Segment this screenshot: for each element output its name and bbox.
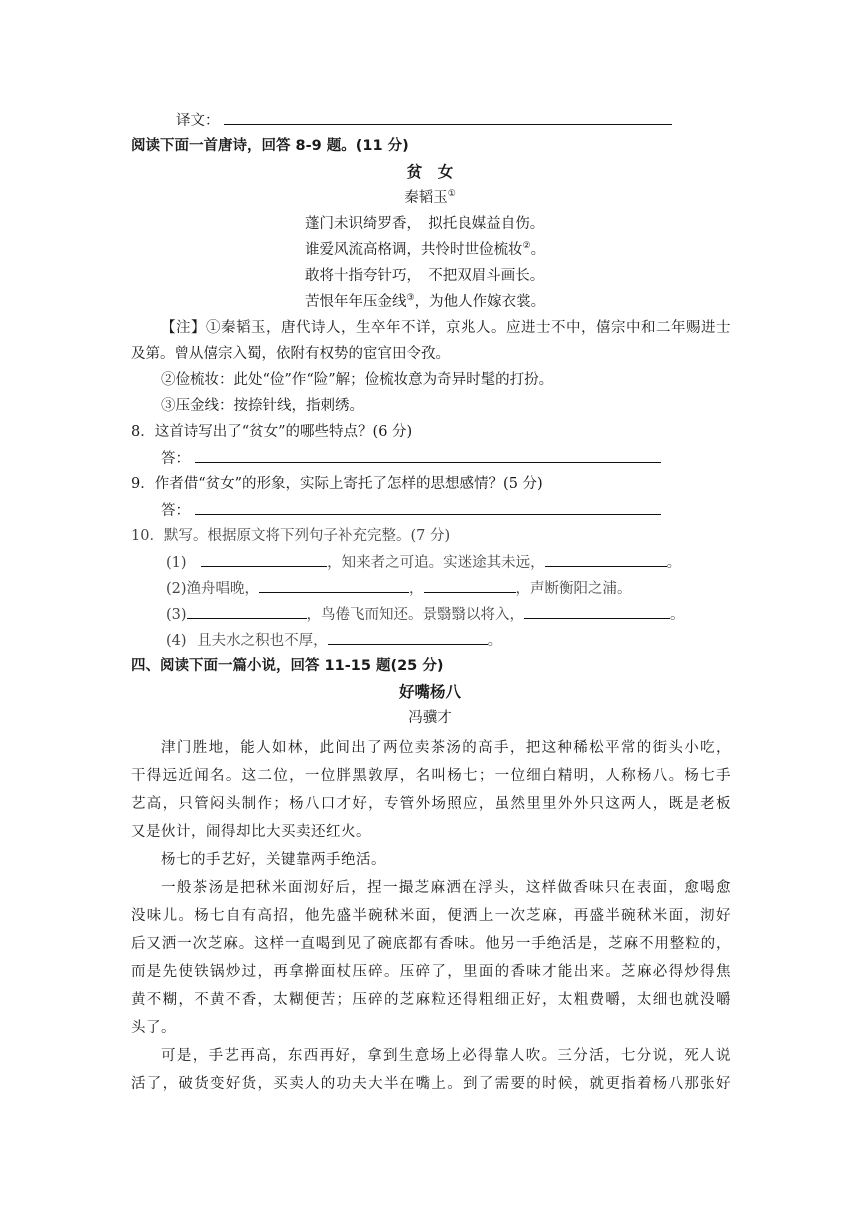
story-title: 好嘴杨八 (398, 683, 461, 701)
story-p1-line-1: 津门胜地，能人如林，此间出了两位卖茶汤的高手，把这种稀松平常的街头小吃， (161, 740, 731, 756)
story-p2: 杨七的手艺好，关键靠两手绝活。 (161, 852, 386, 868)
story-p4-line-1: 可是，手艺再高，东西再好，拿到生意场上必得靠人吹。三分活，七分说，死人说 (161, 1048, 731, 1064)
poem-line-4 (305, 292, 545, 312)
poem-line-1: 蓬门未识绮罗香， 拟托良媒益自伤。 (305, 216, 545, 232)
question-10-item-2 (166, 578, 632, 599)
poem-author-note-mark: ① (447, 189, 456, 200)
story-p3-line-2: 没味儿。杨七自有高招，他先盛半碗秫米面，便洒上一次芝麻，再盛半碗秫米面，沏好 (131, 908, 731, 924)
story-p3-line-5: 黄不糊，不黄不香，太糊便苦；压碎的芝麻粒还得粗细正好，太粗费嚼，太细也就没嚼 (131, 992, 731, 1008)
story-author: 冯骥才 (408, 710, 452, 726)
question-8-answer (161, 448, 661, 469)
question-10-item-4 (166, 630, 502, 651)
question-9-answer-blank[interactable] (195, 500, 661, 515)
question-8-text: 这首诗写出了“贫女”的哪些特点？(6 分) (154, 424, 413, 440)
poem-line-2-mark: ② (522, 241, 531, 252)
poem-section-intro: 阅读下面一首唐诗，回答 8-9 题。(11 分) (131, 138, 409, 154)
poem-line-2 (305, 240, 545, 260)
poem-title: 贫 女 (406, 163, 454, 181)
question-9 (131, 474, 543, 494)
q10-item-1-num: (1) (166, 555, 187, 571)
story-p4-line-2: 活了，破货变好货，买卖人的功夫大半在嘴上。到了需要的时候，就更指着杨八那张好 (131, 1076, 731, 1092)
poem-author-name: 秦韬玉 (404, 190, 448, 206)
q10-item-2-comma: ， (409, 581, 424, 597)
q10-item-4-text: 且夫水之积也不厚， (197, 633, 328, 649)
poem-line-3: 敢将十指夸针巧， 不把双眉斗画长。 (305, 268, 545, 284)
poem-note-3: ③压金线：按捺针线，指刺绣。 (161, 398, 364, 414)
q10-item-1-blank-2[interactable] (545, 552, 667, 567)
q10-item-1-text: ，知来者之可追。实迷途其未远， (327, 555, 545, 571)
story-section-heading: 四、阅读下面一篇小说，回答 11-15 题(25 分) (131, 658, 444, 674)
q10-item-4-num: (4) (166, 633, 187, 649)
story-p3-line-3: 后又洒一次芝麻。这样一直喝到见了碗底都有香味。他另一手绝活是，芝麻不用整粒的， (131, 936, 731, 952)
translation-blank[interactable] (224, 110, 672, 125)
q10-item-3-blank-1[interactable] (187, 604, 307, 619)
q10-item-3-blank-2[interactable] (524, 604, 670, 619)
q10-item-1-end: 。 (666, 555, 682, 571)
q10-item-4-end: 。 (487, 633, 503, 649)
question-8-answer-blank[interactable] (195, 448, 661, 463)
question-9-answer (161, 500, 661, 521)
question-8-answer-label: 答： (161, 451, 190, 467)
poem-line-4-mark: ③ (406, 293, 415, 304)
question-9-text: 作者借“贫女”的形象，实际上寄托了怎样的思想感情？(5 分) (154, 476, 543, 492)
story-p3-line-1: 一般茶汤是把秫米面沏好后，捏一撮芝麻洒在浮头，这样做香味只在表面，愈喝愈 (161, 880, 731, 896)
poem-line-2-end: 。 (530, 242, 546, 258)
q10-item-2-text-2: ，声断衡阳之浦。 (515, 581, 632, 597)
question-9-number: 9． (131, 476, 155, 492)
q10-item-2-blank-2[interactable] (424, 578, 516, 593)
story-p1-line-4: 又是伙计，闹得却比大买卖还红火。 (131, 824, 371, 840)
question-8 (131, 422, 412, 442)
question-10-item-3 (166, 604, 685, 625)
translation-label: 译文： (176, 113, 220, 129)
question-9-answer-label: 答： (161, 503, 190, 519)
poem-line-2-text: 谁爱风流高格调，共怜时世俭梳妆 (305, 242, 523, 258)
q10-item-3-num: (3) (166, 607, 187, 623)
poem-line-4-end: ，为他人作嫁衣裳。 (414, 294, 546, 310)
q10-item-2-blank-1[interactable] (259, 578, 409, 593)
poem-author (0, 188, 860, 208)
translation-line (176, 110, 672, 131)
q10-item-3-text: ，鸟倦飞而知还。景翳翳以将入， (306, 607, 525, 623)
q10-item-3-end: 。 (670, 607, 685, 623)
story-p1-line-3: 艺高，只管闷头制作；杨八口才好，专管外场照应，虽然里里外外只这两人，既是老板 (131, 796, 731, 812)
poem-note-1-cont: 及第。曾从僖宗入蜀，依附有权势的宦官田令孜。 (131, 346, 450, 362)
poem-line-4-text: 苦恨年年压金线 (305, 294, 407, 310)
story-p3-line-6: 头了。 (131, 1020, 176, 1036)
question-10-heading: 10．默写。根据原文将下列句子补充完整。(7 分) (131, 528, 451, 544)
story-p3-line-4: 而是先使铁锅炒过，再拿擀面杖压碎。压碎了，里面的香味才能出来。芝麻必得炒得焦 (131, 964, 731, 980)
poem-note-1: 【注】①秦韬玉，唐代诗人，生卒年不详，京兆人。应进士不中，僖宗中和二年赐进士 (161, 320, 731, 336)
poem-note-2: ②俭梳妆：此处“俭”作“险”解；俭梳妆意为奇异时髦的打扮。 (161, 372, 554, 388)
q10-item-2-text-1: 渔舟唱晚， (186, 581, 260, 597)
q10-item-2-num: (2) (166, 581, 187, 597)
story-p1-line-2: 干得远近闻名。这二位，一位胖黑敦厚，名叫杨七；一位细白精明，人称杨八。杨七手 (131, 768, 731, 784)
question-10-item-1 (166, 552, 681, 573)
q10-item-4-blank[interactable] (328, 630, 488, 645)
q10-item-1-blank-1[interactable] (201, 552, 327, 567)
question-8-number: 8． (131, 424, 155, 440)
